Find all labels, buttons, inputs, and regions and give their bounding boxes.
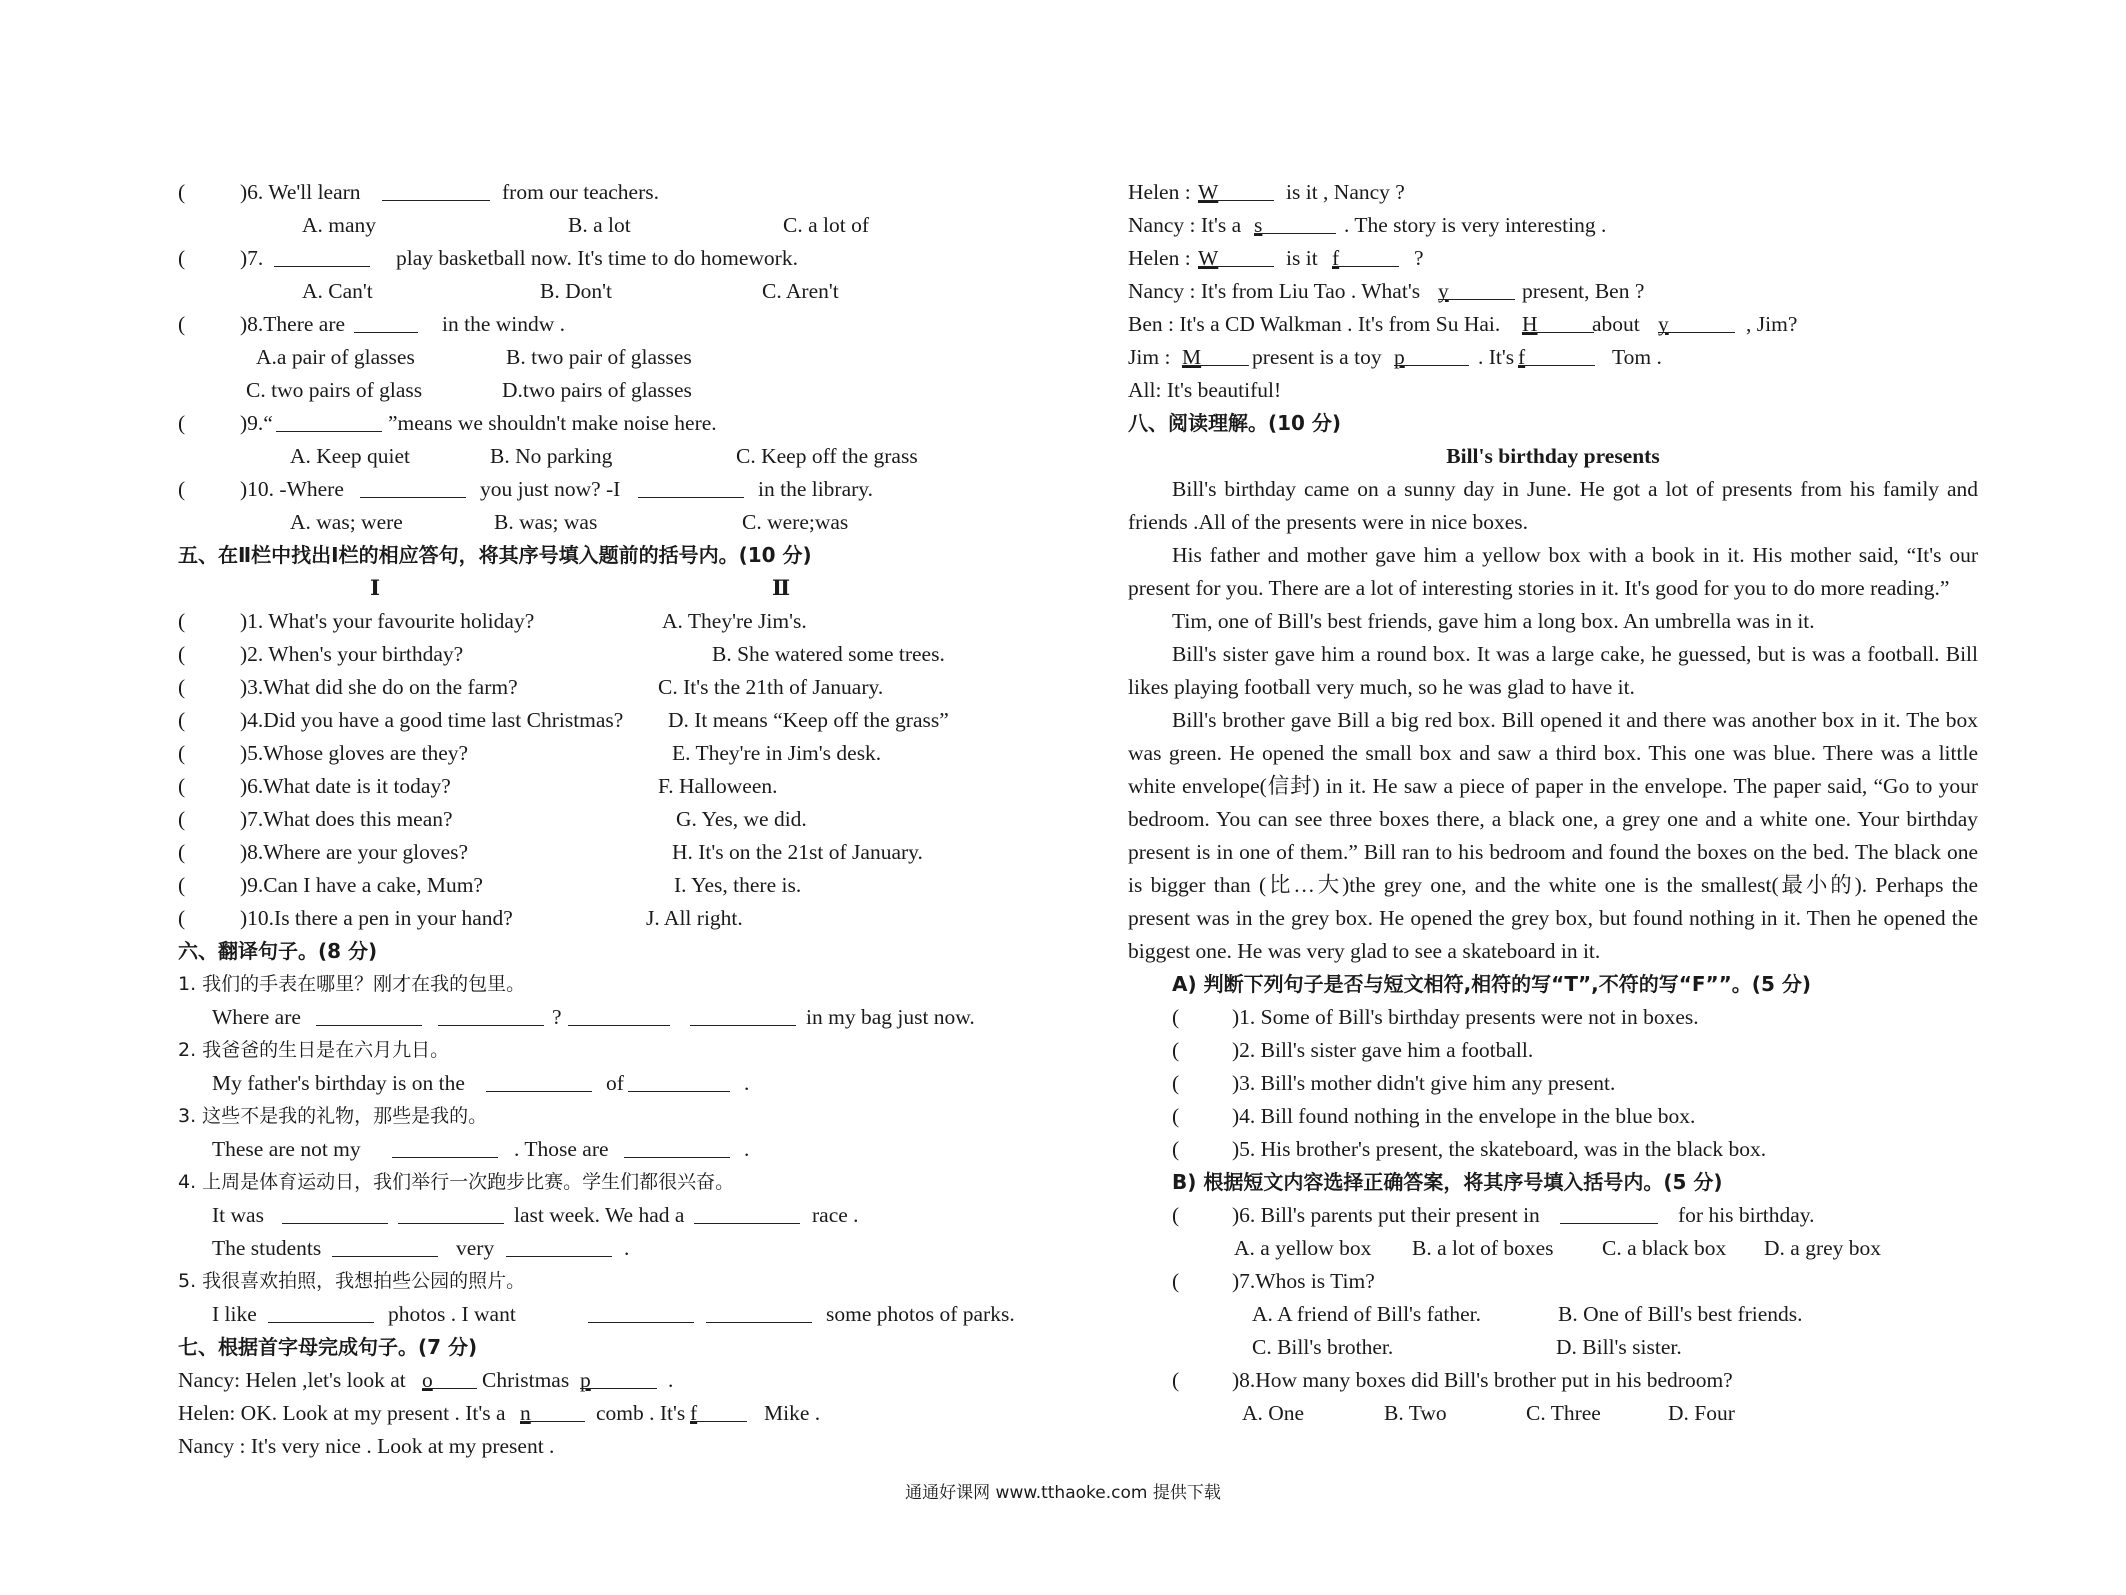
option-c: C. were;was — [742, 510, 849, 534]
story-paragraph-2: His father and mother gave him a yellow box with a book in it. His mother said, “It's our present for you. There are a lot of interesting stories in it. It's good for you to do more reading.” — [1128, 543, 1978, 600]
blank[interactable] — [506, 1232, 612, 1257]
question-stem: )8.How many boxes did Bill's brother put in his bedroom? — [1232, 1368, 1733, 1392]
blank[interactable] — [354, 308, 418, 333]
text: . — [624, 1236, 630, 1260]
option-a: A. Keep quiet — [290, 444, 411, 468]
question-tail: for his birthday. — [1678, 1203, 1815, 1227]
column-2-header: Ⅱ — [772, 576, 791, 600]
paren: ( — [178, 741, 186, 765]
option-d: D.two pairs of glasses — [502, 378, 692, 402]
paren: ( — [178, 246, 186, 270]
option-a: A. One — [1242, 1401, 1305, 1425]
initial-letter: y — [1438, 279, 1449, 303]
dialog-line-5 — [1128, 209, 1978, 242]
initial-letter: o — [422, 1368, 433, 1392]
match-row — [178, 803, 1008, 836]
dialog-line-8 — [1128, 308, 1978, 341]
match-question: )2. When's your birthday? — [240, 642, 464, 666]
section-a-title: A) 判断下列句子是否与短文相符,相符的写“T”,不符的写“F””。(5 分) — [1172, 972, 1811, 996]
b7-options-2 — [1128, 1331, 1978, 1364]
paren: ( — [178, 312, 186, 336]
text: comb . It's — [596, 1401, 686, 1425]
option-a: A.a pair of glasses — [256, 345, 415, 369]
paren: ( — [1172, 1104, 1180, 1128]
dialog-line-7 — [1128, 275, 1978, 308]
true-false-item — [1128, 1100, 1978, 1133]
question-stem: )6. Bill's parents put their present in — [1232, 1203, 1540, 1227]
match-answer: J. All right. — [646, 906, 743, 930]
blank[interactable] — [1198, 242, 1274, 270]
text: Ben : It's a CD Walkman . It's from Su Hai. — [1128, 312, 1501, 336]
text: Helen : — [1128, 246, 1191, 270]
q9-options — [178, 440, 1008, 473]
initial-letter: p — [1394, 345, 1405, 369]
paren: ( — [1172, 1071, 1180, 1095]
blank[interactable] — [706, 1298, 812, 1323]
initial-letter: f — [1332, 246, 1340, 270]
q10-line — [178, 473, 1008, 506]
question-tail: in the windw . — [442, 312, 566, 336]
true-false-item — [1128, 1001, 1978, 1034]
translate-2-cn: 2. 我爸爸的生日是在六月九日。 — [178, 1039, 450, 1061]
blank[interactable] — [486, 1067, 592, 1092]
option-c: C. two pairs of glass — [246, 378, 423, 402]
blank[interactable] — [694, 1199, 800, 1224]
blank[interactable] — [1394, 341, 1469, 369]
match-row — [178, 770, 1008, 803]
story-paragraph-3: Tim, one of Bill's best friends, gave him a long box. An umbrella was in it. — [1172, 609, 1815, 633]
dialog-line-3: Nancy : It's very nice . Look at my present . — [178, 1434, 555, 1458]
blank[interactable] — [1658, 308, 1735, 336]
match-column-headers — [178, 572, 1008, 605]
right-column — [1128, 176, 1978, 1430]
blank[interactable] — [382, 176, 490, 201]
blank[interactable] — [1198, 176, 1274, 204]
blank[interactable] — [1522, 308, 1594, 336]
text: . The story is very interesting . — [1344, 213, 1607, 237]
initial-letter: y — [1658, 312, 1669, 336]
true-false-item — [1128, 1133, 1978, 1166]
match-question: )5.Whose gloves are they? — [240, 741, 469, 765]
footer-credit: 通通好课网 www.tthaoke.com 提供下载 — [905, 1483, 1221, 1503]
translate-1-en — [178, 1001, 1008, 1034]
dialog-line-4 — [1128, 176, 1978, 209]
paren: ( — [178, 411, 186, 435]
match-row — [178, 836, 1008, 869]
paren: ( — [178, 807, 186, 831]
question-stem: )7.Whos is Tim? — [1232, 1269, 1375, 1293]
paren: ( — [1172, 1005, 1180, 1029]
translate-4-en-2 — [178, 1232, 1008, 1265]
b8-line — [1128, 1364, 1978, 1397]
question-stem: )6. We'll learn — [240, 180, 361, 204]
section-6-title: 六、翻译句子。(8 分) — [178, 939, 378, 963]
blank[interactable] — [360, 473, 466, 498]
match-row — [178, 605, 1008, 638]
match-row — [178, 902, 1008, 935]
option-b: B. One of Bill's best friends. — [1558, 1302, 1803, 1326]
story-paragraph-4: Bill's sister gave him a round box. It was a large cake, he guessed, but is was a football. Bill likes playing football very much, so he was glad to have it. — [1128, 642, 1978, 699]
translate-4-cn: 4. 上周是体育运动日，我们举行一次跑步比赛。学生们都很兴奋。 — [178, 1171, 735, 1193]
option-c: C. Keep off the grass — [736, 444, 918, 468]
blank[interactable] — [690, 1397, 747, 1425]
match-row — [178, 638, 1008, 671]
translate-1-cn: 1. 我们的手表在哪里？刚才在我的包里。 — [178, 973, 526, 995]
blank[interactable] — [268, 1298, 374, 1323]
match-question: )8.Where are your gloves? — [240, 840, 469, 864]
question-stem: )7. — [240, 246, 264, 270]
column-1-header: Ⅰ — [370, 576, 381, 600]
blank[interactable] — [398, 1199, 504, 1224]
q7-line — [178, 242, 1008, 275]
option-b: B. a lot of boxes — [1412, 1236, 1554, 1260]
match-answer: C. It's the 21th of January. — [658, 675, 884, 699]
b8-options — [1128, 1397, 1978, 1430]
text: It was — [212, 1203, 264, 1227]
section-7-title: 七、根据首字母完成句子。(7 分) — [178, 1335, 478, 1359]
text: ? — [552, 1005, 562, 1029]
initial-letter: f — [690, 1401, 698, 1425]
true-false-item — [1128, 1067, 1978, 1100]
paren: ( — [1172, 1269, 1180, 1293]
match-question: )1. What's your favourite holiday? — [240, 609, 535, 633]
option-a: A. Can't — [302, 279, 373, 303]
blank[interactable] — [422, 1364, 477, 1392]
q10-options — [178, 506, 1008, 539]
dialog-line-10: All: It's beautiful! — [1128, 378, 1282, 402]
question-tail: play basketball now. It's time to do homework. — [396, 246, 798, 270]
text: some photos of parks. — [826, 1302, 1015, 1326]
match-row — [178, 671, 1008, 704]
paren: ( — [178, 609, 186, 633]
match-question: )10.Is there a pen in your hand? — [240, 906, 513, 930]
b7-line — [1128, 1265, 1978, 1298]
option-b: B. Two — [1384, 1401, 1447, 1425]
blank[interactable] — [628, 1067, 730, 1092]
text: The students — [212, 1236, 322, 1260]
text: photos . I want — [388, 1302, 516, 1326]
paren: ( — [178, 774, 186, 798]
b7-options-1 — [1128, 1298, 1978, 1331]
match-answer: H. It's on the 21st of January. — [672, 840, 923, 864]
blank[interactable] — [1518, 341, 1595, 369]
blank[interactable] — [316, 1001, 422, 1026]
paren: ( — [1172, 1203, 1180, 1227]
blank[interactable] — [392, 1133, 498, 1158]
option-a: A. A friend of Bill's father. — [1252, 1302, 1481, 1326]
blank[interactable] — [588, 1298, 694, 1323]
match-answer: F. Halloween. — [658, 774, 778, 798]
match-row — [178, 704, 1008, 737]
section-5-title: 五、在Ⅱ栏中找出Ⅰ栏的相应答句，将其序号填入题前的括号内。(10 分) — [178, 543, 812, 567]
initial-letter: p — [580, 1368, 591, 1392]
q6-line — [178, 176, 1008, 209]
question-tail: from our teachers. — [502, 180, 659, 204]
true-false-item — [1128, 1034, 1978, 1067]
option-c: C. Three — [1526, 1401, 1601, 1425]
match-question: )4.Did you have a good time last Christmas? — [240, 708, 624, 732]
initial-letter: W — [1198, 180, 1219, 204]
text: Where are — [212, 1005, 301, 1029]
translate-5-en — [178, 1298, 1015, 1331]
match-answer: G. Yes, we did. — [676, 807, 807, 831]
text: Mike . — [764, 1401, 821, 1425]
paren: ( — [178, 906, 186, 930]
left-column — [178, 176, 1015, 1463]
match-answer: E. They're in Jim's desk. — [672, 741, 882, 765]
blank[interactable] — [1560, 1199, 1658, 1224]
option-b: B. two pair of glasses — [506, 345, 692, 369]
q8-options-1 — [178, 341, 1008, 374]
text: Helen : — [1128, 180, 1191, 204]
story-paragraph-5: Bill's brother gave Bill a big red box. Bill opened it and there was another box in it. The box was green. He opened the small box and saw a third box. This one was blue. There was a little white envelope(信封) in it. He saw a piece of paper in the envelope. The paper said, “Go to your bedroom. You can see three boxes there, a black one, a grey one and a white one. Your birthday present is in one of them.” Bill ran to his bedroom and found the boxes on the bed. The black one is bigger than (比…大)the grey one, and the white one is the smallest(最小的). Perhaps the present was in the grey box. He opened the grey box, but found nothing in it. Then he opened the biggest one. He was very glad to see a skateboard in it. — [1128, 708, 1978, 963]
blank[interactable] — [568, 1001, 670, 1026]
b6-options — [1128, 1232, 1978, 1265]
blank[interactable] — [274, 242, 370, 267]
option-b: B. Don't — [540, 279, 612, 303]
text: , Jim? — [1746, 312, 1798, 336]
question-tail: ”means we shouldn't make noise here. — [388, 411, 717, 435]
statement: )5. His brother's present, the skateboard, was in the black box. — [1232, 1137, 1767, 1161]
translate-5-cn: 5. 我很喜欢拍照，我想拍些公园的照片。 — [178, 1270, 526, 1292]
paren: ( — [178, 180, 186, 204]
story-paragraph-1: Bill's birthday came on a sunny day in June. He got a lot of presents from his family and friends .All of the presents were in nice boxes. — [1128, 477, 1978, 534]
q7-options — [178, 275, 1008, 308]
text: last week. We had a — [514, 1203, 685, 1227]
match-answer: I. Yes, there is. — [674, 873, 802, 897]
match-row — [178, 869, 1008, 902]
initial-letter: n — [520, 1401, 531, 1425]
match-question: )7.What does this mean? — [240, 807, 453, 831]
paren: ( — [178, 840, 186, 864]
translate-2-en — [178, 1067, 1008, 1100]
option-c: C. a black box — [1602, 1236, 1727, 1260]
initial-letter: M — [1182, 345, 1202, 369]
text: . Those are — [514, 1137, 609, 1161]
statement: )3. Bill's mother didn't give him any present. — [1232, 1071, 1616, 1095]
text: . — [668, 1368, 674, 1392]
paren: ( — [1172, 1368, 1180, 1392]
statement: )2. Bill's sister gave him a football. — [1232, 1038, 1534, 1062]
blank[interactable] — [1332, 242, 1399, 270]
text: Jim : — [1128, 345, 1171, 369]
blank[interactable] — [638, 473, 744, 498]
blank[interactable] — [282, 1199, 388, 1224]
blank[interactable] — [520, 1397, 585, 1425]
option-a: A. many — [302, 213, 377, 237]
text: present, Ben ? — [1522, 279, 1645, 303]
text: My father's birthday is on the — [212, 1071, 465, 1095]
match-question: )9.Can I have a cake, Mum? — [240, 873, 483, 897]
blank[interactable] — [1254, 209, 1336, 237]
paren: ( — [178, 708, 186, 732]
blank[interactable] — [332, 1232, 438, 1257]
match-question: )3.What did she do on the farm? — [240, 675, 518, 699]
text: Nancy : It's from Liu Tao . What's — [1128, 279, 1421, 303]
statement: )4. Bill found nothing in the envelope in the blue box. — [1232, 1104, 1696, 1128]
dialog-line-2 — [178, 1397, 1008, 1430]
text: . — [744, 1071, 750, 1095]
blank[interactable] — [438, 1001, 544, 1026]
q8-options-2 — [178, 374, 1008, 407]
question-tail: in the library. — [758, 477, 874, 501]
initial-letter: f — [1518, 345, 1526, 369]
q9-line — [178, 407, 1008, 440]
question-mid: you just now? -I — [480, 477, 621, 501]
option-b: B. a lot — [568, 213, 631, 237]
translate-3-en — [178, 1133, 1008, 1166]
question-stem: )10. -Where — [240, 477, 344, 501]
paren: ( — [178, 642, 186, 666]
option-c: C. Bill's brother. — [1252, 1335, 1394, 1359]
text: . — [744, 1137, 750, 1161]
text: is it , Nancy ? — [1286, 180, 1405, 204]
option-b: B. was; was — [494, 510, 598, 534]
option-b: B. No parking — [490, 444, 613, 468]
blank[interactable] — [1438, 275, 1515, 303]
translate-4-en-1 — [178, 1199, 1008, 1232]
q8-line — [178, 308, 1008, 341]
text: Christmas — [482, 1368, 570, 1392]
text: present is a toy — [1252, 345, 1382, 369]
blank[interactable] — [1182, 341, 1249, 369]
text: race . — [812, 1203, 859, 1227]
section-8-title: 八、阅读理解。(10 分) — [1128, 411, 1342, 435]
blank[interactable] — [624, 1133, 730, 1158]
text: about — [1592, 312, 1640, 336]
blank[interactable] — [276, 407, 382, 432]
option-d: D. Four — [1668, 1401, 1735, 1425]
text: of — [606, 1071, 624, 1095]
match-answer: D. It means “Keep off the grass” — [668, 708, 949, 732]
story-title: Bill's birthday presents — [1446, 444, 1660, 468]
match-list — [178, 605, 1008, 935]
text: is it — [1286, 246, 1318, 270]
text: ? — [1414, 246, 1424, 270]
initial-letter: s — [1254, 213, 1263, 237]
text: Tom . — [1612, 345, 1662, 369]
option-a: A. was; were — [290, 510, 403, 534]
match-answer: B. She watered some trees. — [712, 642, 945, 666]
text: in my bag just now. — [806, 1005, 975, 1029]
initial-letter: H — [1522, 312, 1538, 336]
paren: ( — [178, 873, 186, 897]
match-question: )6.What date is it today? — [240, 774, 451, 798]
dialog-line-6 — [1128, 242, 1978, 275]
b6-line — [1128, 1199, 1978, 1232]
paren: ( — [1172, 1137, 1180, 1161]
question-stem: )9.“ — [240, 411, 273, 435]
option-d: D. Bill's sister. — [1556, 1335, 1682, 1359]
paren: ( — [178, 675, 186, 699]
statement: )1. Some of Bill's birthday presents were not in boxes. — [1232, 1005, 1699, 1029]
initial-letter: W — [1198, 246, 1219, 270]
text: Nancy: Helen ,let's look at — [178, 1368, 406, 1392]
translate-3-cn: 3. 这些不是我的礼物，那些是我的。 — [178, 1105, 488, 1127]
text: Nancy : It's a — [1128, 213, 1242, 237]
text: I like — [212, 1302, 257, 1326]
dialog-line-1 — [178, 1364, 1008, 1397]
section-b-title: B) 根据短文内容选择正确答案，将其序号填入括号内。(5 分) — [1172, 1170, 1723, 1194]
option-a: A. a yellow box — [1234, 1236, 1372, 1260]
q6-options — [178, 209, 1008, 242]
option-c: C. Aren't — [762, 279, 839, 303]
text: very — [456, 1236, 495, 1260]
paren: ( — [1172, 1038, 1180, 1062]
option-c: C. a lot of — [783, 213, 869, 237]
text: . It's — [1478, 345, 1515, 369]
option-d: D. a grey box — [1764, 1236, 1882, 1260]
match-answer: A. They're Jim's. — [662, 609, 807, 633]
blank[interactable] — [690, 1001, 796, 1026]
match-row — [178, 737, 1008, 770]
text: These are not my — [212, 1137, 361, 1161]
question-stem: )8.There are — [240, 312, 346, 336]
true-false-list — [1128, 1001, 1978, 1166]
text: Helen: OK. Look at my present . It's a — [178, 1401, 506, 1425]
dialog-line-9 — [1128, 341, 1978, 374]
paren: ( — [178, 477, 186, 501]
blank[interactable] — [580, 1364, 657, 1392]
